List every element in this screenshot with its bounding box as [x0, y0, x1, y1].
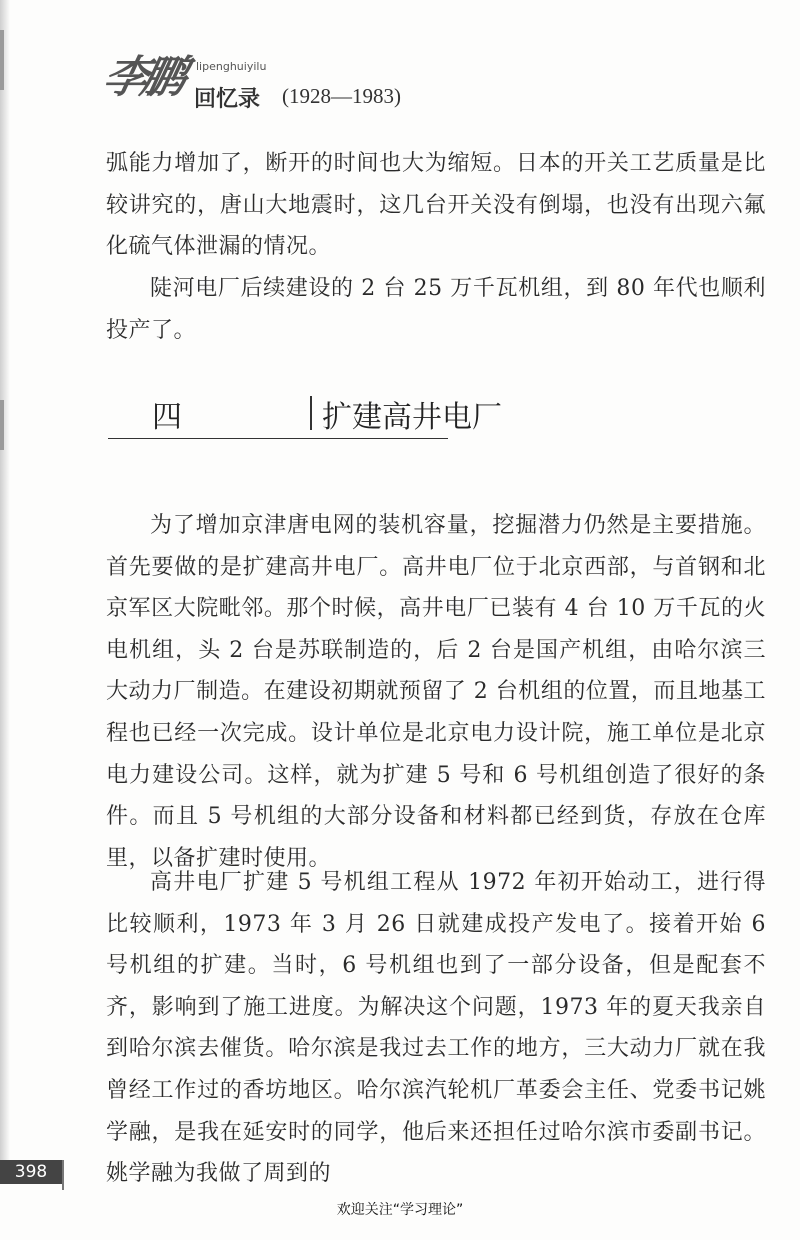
watermark-caption: 欢迎关注“学习理论” — [336, 1202, 464, 1218]
body-paragraph: 为了增加京津唐电网的装机容量，挖掘潜力仍然是主要措施。首先要做的是扩建高井电厂。高井电厂位于北京西部，与首钢和北京军区大院毗邻。那个时候，高井电厂已装有 4 台 10 万千瓦的火电机组，头 2 台是苏联制造的，后 2 台是国产机组，由哈尔滨三大动力厂制造。在建设初期就预留了 2 台机组的位置，而且地基工程也已经一次完成。设计单位是北京电力设计院，施工单位是北京电力建设公司。这样，就为扩建 5 号和 6 号机组创造了很好的条件。而且 5 号机组的大部分设备和材料都已经到货，存放在仓库里，以备扩建时使用。 — [106, 513, 766, 871]
page-number: 398 — [0, 1160, 62, 1184]
section-divider — [310, 396, 312, 430]
binding-edge-mark — [0, 400, 4, 450]
section-number: 四 — [152, 400, 182, 435]
author-signature-logo: 李鹏 — [98, 52, 186, 103]
footer-divider — [62, 1160, 64, 1190]
section-title: 扩建高井电厂 — [322, 400, 502, 435]
body-paragraph: 高井电厂扩建 5 号机组工程从 1972 年初开始动工，进行得比较顺利，1973 年 3 月 26 日就建成投产发电了。接着开始 6 号机组的扩建。当时，6 号机组也到了一部分设备，但是配套不齐，影响到了施工进度。为解决这个问题，1973 年的夏天我亲自到哈尔滨去催货。哈尔滨是我过去工作的地方，三大动力厂就在我曾经工作过的香坊地区。哈尔滨汽轮机厂革委会主任、党委书记姚学融，是我在延安时的同学，他后来还担任过哈尔滨市委副书记。姚学融为我做了周到的 — [106, 870, 766, 1187]
section-underline — [108, 438, 448, 439]
running-header — [98, 52, 464, 112]
binding-edge-mark — [0, 30, 4, 90]
header-pinyin: lipenghuiyilu — [196, 60, 267, 73]
binding-edge-shadow — [0, 0, 10, 1160]
section-heading — [108, 392, 502, 442]
body-paragraph: 陡河电厂后续建设的 2 台 25 万千瓦机组，到 80 年代也顺利投产了。 — [106, 276, 766, 343]
book-years: (1928—1983) — [282, 84, 401, 108]
book-title: 回忆录 — [194, 87, 261, 112]
body-paragraph: 弧能力增加了，断开的时间也大为缩短。日本的开关工艺质量是比较讲究的，唐山大地震时，这几台开关没有倒塌，也没有出现六氟化硫气体泄漏的情况。 — [106, 151, 766, 260]
